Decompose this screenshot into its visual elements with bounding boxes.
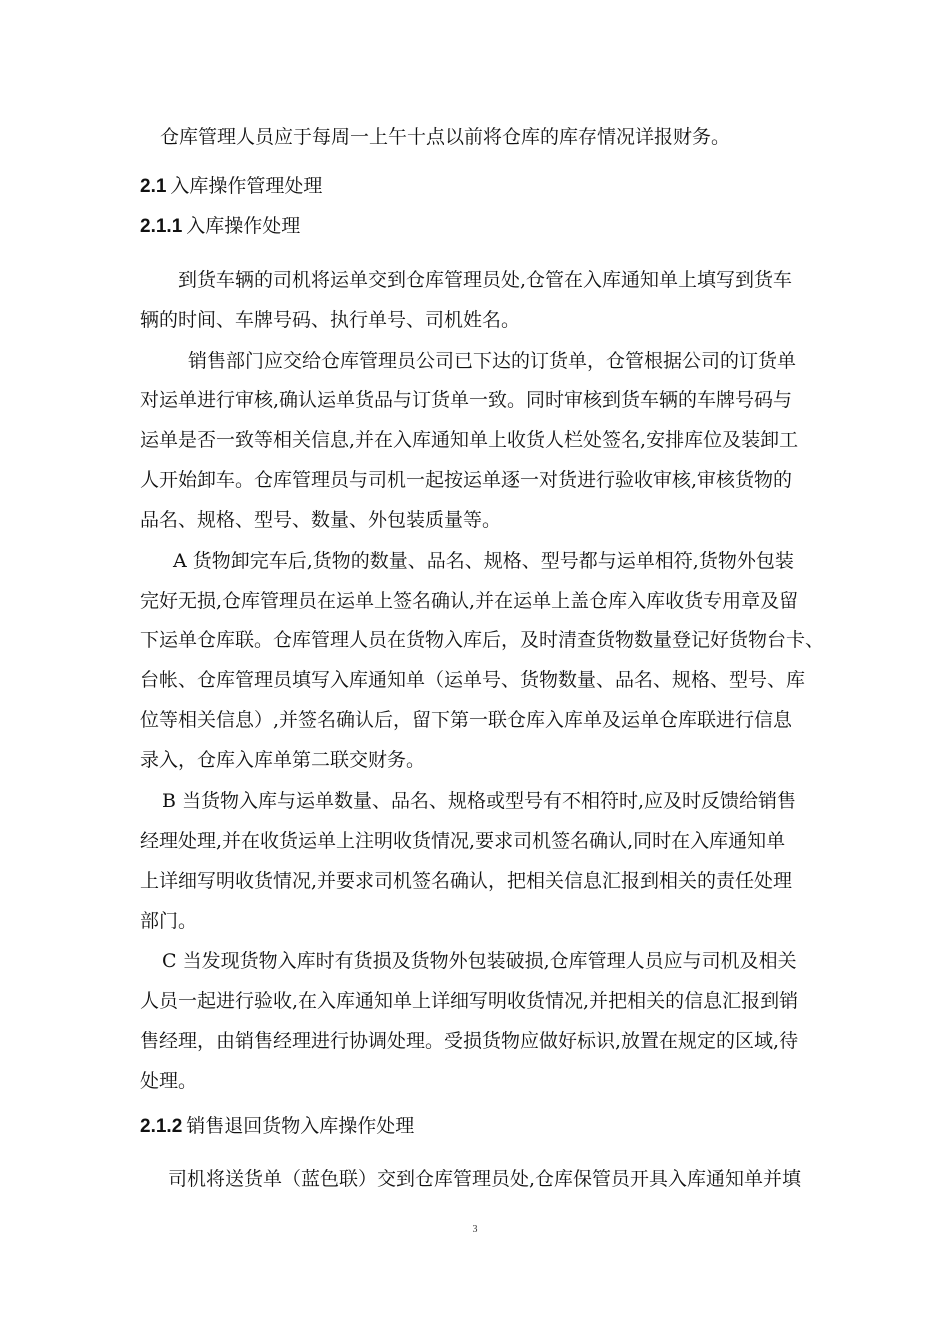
paragraph-line: 售经理，由销售经理进行协调处理。受损货物应做好标识,放置在规定的区域,待 (140, 1030, 799, 1052)
section-heading (140, 1114, 414, 1139)
paragraph-line: 位等相关信息）,并签名确认后，留下第一联仓库入库单及运单仓库联进行信息 (140, 709, 793, 731)
paragraph-line: C 当发现货物入库时有货损及货物外包装破损,仓库管理人员应与司机及相关 (162, 950, 797, 972)
paragraph-line: 录入，仓库入库单第二联交财务。 (140, 749, 426, 771)
paragraph-line: 台帐、仓库管理员填写入库通知单（运单号、货物数量、品名、规格、型号、库 (140, 669, 806, 691)
paragraph-line: 下运单仓库联。仓库管理人员在货物入库后，及时清查货物数量登记好货物台卡、 (140, 629, 825, 651)
heading-number: 2.1.1 (140, 216, 183, 237)
paragraph-line: 上详细写明收货情况,并要求司机签名确认，把相关信息汇报到相关的责任处理 (140, 870, 793, 892)
paragraph-line: 人员一起进行验收,在入库通知单上详细写明收货情况,并把相关的信息汇报到销 (140, 990, 799, 1012)
paragraph-line: 辆的时间、车牌号码、执行单号、司机姓名。 (140, 309, 521, 331)
paragraph-line: 到货车辆的司机将运单交到仓库管理员处,仓管在入库通知单上填写到货车 (178, 269, 793, 291)
paragraph-line: 销售部门应交给仓库管理员公司已下达的订货单，仓管根据公司的订货单 (188, 350, 797, 372)
heading-number: 2.1 (140, 176, 167, 197)
heading-number: 2.1.2 (140, 1116, 183, 1137)
paragraph-line: 仓库管理人员应于每周一上午十点以前将仓库的库存情况详报财务。 (160, 126, 731, 148)
section-heading (140, 214, 300, 239)
paragraph-line: A 货物卸完车后,货物的数量、品名、规格、型号都与运单相符,货物外包装 (173, 550, 794, 572)
heading-text: 销售退回货物入库操作处理 (186, 1115, 415, 1137)
paragraph-line: 部门。 (140, 910, 198, 932)
paragraph-line: 运单是否一致等相关信息,并在入库通知单上收货人栏处签名,安排库位及装卸工 (140, 429, 799, 451)
page-number: 3 (472, 1224, 478, 1235)
heading-text: 入库操作处理 (186, 215, 301, 237)
paragraph-line: B 当货物入库与运单数量、品名、规格或型号有不相符时,应及时反馈给销售 (162, 790, 797, 812)
heading-text: 入库操作管理处理 (170, 175, 323, 197)
paragraph-line: 品名、规格、型号、数量、外包装质量等。 (140, 509, 502, 531)
paragraph-line: 完好无损,仓库管理员在运单上签名确认,并在运单上盖仓库入库收货专用章及留 (140, 590, 799, 612)
paragraph-line: 司机将送货单（蓝色联）交到仓库管理员处,仓库保管员开具入库通知单并填 (168, 1168, 802, 1190)
paragraph-line: 人开始卸车。仓库管理员与司机一起按运单逐一对货进行验收审核,审核货物的 (140, 469, 793, 491)
paragraph-line: 经理处理,并在收货运单上注明收货情况,要求司机签名确认,同时在入库通知单 (140, 830, 786, 852)
section-heading (140, 174, 322, 199)
paragraph-line: 对运单进行审核,确认运单货品与订货单一致。同时审核到货车辆的车牌号码与 (140, 389, 793, 411)
paragraph-line: 处理。 (140, 1070, 198, 1092)
